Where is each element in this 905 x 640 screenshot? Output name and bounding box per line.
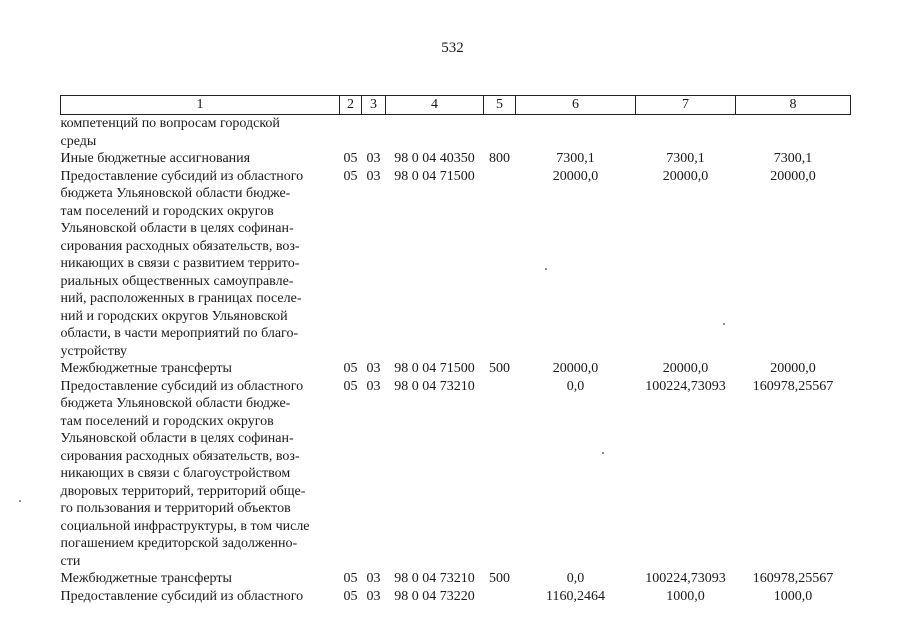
amount-col-7: 100224,73093 — [645, 378, 726, 394]
row-description-line: ний, расположенных в границах поселе- — [60, 291, 302, 306]
row-description-line: Межбюджетные трансферты — [60, 571, 232, 586]
expense-type-code — [484, 588, 516, 606]
section-code — [340, 115, 362, 151]
budget-table — [60, 95, 851, 605]
table-row — [61, 378, 851, 571]
amount-col-7: 100224,73093 — [645, 571, 726, 586]
section-code: 05 — [343, 378, 358, 394]
row-description-line: компетенций по вопросам городской — [60, 116, 280, 131]
amount-col-7: 20000,0 — [662, 361, 709, 376]
amount-col-8: 160978,25567 — [752, 571, 834, 586]
row-description — [61, 115, 340, 151]
page-number: 532 — [441, 40, 464, 56]
header-col-4: 4 — [386, 96, 484, 115]
target-article-code: 98 0 04 40350 — [394, 151, 475, 166]
target-article-code: 98 0 04 73210 — [394, 378, 475, 394]
amount-col-7 — [636, 115, 736, 151]
scan-speck — [19, 500, 21, 502]
row-description-line: Ульяновской области в целях софинан- — [60, 221, 294, 236]
table-row — [61, 168, 851, 361]
row-description — [61, 570, 340, 588]
header-col-1: 1 — [61, 96, 340, 115]
amount-col-6 — [516, 115, 636, 151]
scan-speck — [723, 323, 725, 325]
row-description-line: Предоставление субсидий из областного — [60, 588, 304, 604]
subsection-code: 03 — [366, 361, 381, 376]
amount-col-8: 7300,1 — [773, 151, 813, 166]
row-description-line: никающих в связи с развитием террито- — [60, 256, 300, 271]
scan-speck — [602, 452, 604, 454]
target-article-code: 98 0 04 71500 — [394, 361, 475, 376]
header-col-8: 8 — [736, 96, 851, 115]
row-description-line: там поселений и городских округов — [60, 203, 274, 219]
amount-col-6: 20000,0 — [552, 361, 599, 376]
amount-col-8: 1000,0 — [773, 588, 813, 604]
row-description-line: Иные бюджетные ассигнования — [60, 151, 251, 166]
table-body — [61, 115, 851, 606]
row-description — [61, 360, 340, 378]
row-description-line: никающих в связи с благоустройством — [60, 466, 291, 481]
subsection-code: 03 — [366, 588, 381, 604]
table-row — [61, 115, 851, 151]
header-col-5: 5 — [484, 96, 516, 115]
header-col-2: 2 — [340, 96, 362, 115]
section-code: 05 — [343, 168, 358, 184]
section-code: 05 — [343, 571, 358, 586]
table-header-row — [61, 96, 851, 115]
section-code: 05 — [343, 361, 358, 376]
expense-type-code: 800 — [489, 151, 510, 166]
table-row — [61, 588, 851, 606]
amount-col-7: 1000,0 — [666, 588, 705, 604]
amount-col-6: 0,0 — [566, 571, 585, 586]
row-description-line: области, в части мероприятий по благо- — [60, 326, 299, 341]
subsection-code: 03 — [366, 378, 381, 394]
row-description-line: дворовых территорий, территорий обще- — [60, 483, 306, 499]
row-description-line: риальных общественных самоуправле- — [60, 273, 294, 289]
scan-speck — [545, 268, 547, 270]
header-col-3: 3 — [362, 96, 386, 115]
amount-col-7: 7300,1 — [666, 151, 705, 166]
row-description-line: устройству — [60, 343, 127, 359]
target-article-code: 98 0 04 73220 — [394, 588, 475, 604]
table-row — [61, 150, 851, 168]
row-description-line: сирования расходных обязательств, воз- — [60, 238, 300, 254]
amount-col-8: 160978,25567 — [752, 378, 834, 394]
row-description-line: погашением кредиторской задолженно- — [60, 536, 298, 551]
row-description-line: го пользования и территорий объектов — [60, 501, 291, 516]
row-description — [61, 378, 340, 571]
amount-col-6: 1160,2464 — [546, 588, 605, 604]
expense-type-code — [484, 378, 516, 571]
row-description-line: Предоставление субсидий из областного — [60, 378, 304, 394]
row-description-line: бюджета Ульяновской области бюдже- — [60, 186, 291, 201]
section-code: 05 — [343, 588, 358, 604]
subsection-code: 03 — [366, 151, 381, 166]
section-code: 05 — [343, 151, 358, 166]
row-description-line: Межбюджетные трансферты — [60, 361, 232, 376]
table-row — [61, 360, 851, 378]
row-description-line: Ульяновской области в целях софинан- — [60, 431, 294, 446]
expense-type-code: 500 — [489, 571, 510, 586]
amount-col-8: 20000,0 — [770, 361, 816, 376]
row-description-line: сти — [60, 553, 81, 569]
subsection-code: 03 — [366, 571, 381, 586]
row-description-line: бюджета Ульяновской области бюдже- — [60, 396, 291, 411]
target-article-code: 98 0 04 73210 — [394, 571, 475, 586]
expense-type-code: 500 — [489, 361, 510, 376]
header-col-6: 6 — [516, 96, 636, 115]
row-description — [61, 588, 340, 606]
row-description-line: там поселений и городских округов — [60, 413, 274, 429]
expense-type-code — [484, 115, 516, 151]
amount-col-8 — [736, 115, 851, 151]
row-description-line: среды — [60, 133, 97, 149]
subsection-code — [362, 115, 386, 151]
amount-col-6: 0,0 — [566, 378, 585, 394]
amount-col-7: 20000,0 — [662, 168, 709, 184]
row-description-line: ний и городских округов Ульяновской — [60, 308, 288, 324]
expense-type-code — [484, 168, 516, 361]
subsection-code: 03 — [366, 168, 381, 184]
target-article-code — [386, 115, 484, 151]
row-description — [61, 150, 340, 168]
amount-col-6: 7300,1 — [556, 151, 595, 166]
row-description-line: социальной инфраструктуры, в том числе — [60, 518, 310, 534]
table-row — [61, 570, 851, 588]
header-col-7: 7 — [636, 96, 736, 115]
amount-col-8: 20000,0 — [770, 168, 816, 184]
amount-col-6: 20000,0 — [552, 168, 599, 184]
target-article-code: 98 0 04 71500 — [394, 168, 475, 184]
row-description-line: сирования расходных обязательств, воз- — [60, 448, 300, 464]
row-description — [61, 168, 340, 361]
row-description-line: Предоставление субсидий из областного — [60, 168, 304, 184]
